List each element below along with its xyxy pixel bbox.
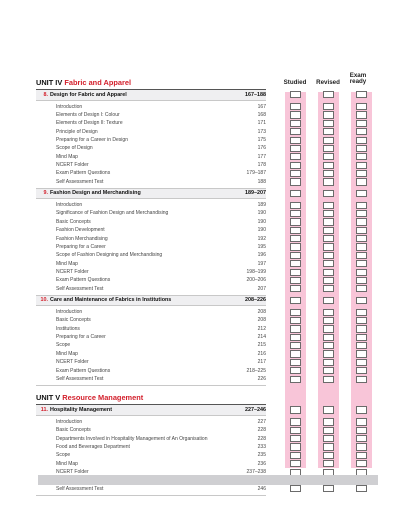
- revised-checkbox[interactable]: [323, 103, 334, 110]
- chapter-heading[interactable]: [36, 405, 266, 415]
- topic-row[interactable]: [36, 201, 266, 209]
- topic-row[interactable]: [36, 333, 266, 341]
- topic-page: 237–238: [246, 468, 266, 475]
- revised-checkbox[interactable]: [323, 137, 334, 144]
- studied-checkbox[interactable]: [290, 162, 301, 169]
- topic-title: Self Assessment Test: [56, 485, 104, 492]
- unit-prefix: UNIT IV: [36, 78, 63, 87]
- topic-page: 189: [257, 202, 266, 209]
- topic-title: Elements of Design II: Texture: [56, 120, 123, 127]
- topic-title: Scope of Design: [56, 145, 93, 152]
- studied-checkbox[interactable]: [290, 460, 301, 467]
- revised-checkbox[interactable]: [323, 418, 334, 425]
- exam-ready-checkbox[interactable]: [356, 359, 367, 366]
- topic-row[interactable]: [36, 358, 266, 366]
- table-of-contents: [36, 78, 266, 496]
- topic-title: Exam Pattern Questions: [56, 170, 111, 177]
- topic-page: 167: [257, 103, 266, 110]
- exam-ready-checkbox[interactable]: [356, 111, 367, 118]
- topic-row[interactable]: [36, 235, 266, 243]
- exam-ready-checkbox[interactable]: [356, 120, 367, 127]
- topic-row[interactable]: [36, 260, 266, 268]
- topic-page: 168: [257, 111, 266, 118]
- revised-checkbox[interactable]: [323, 297, 334, 304]
- topic-row[interactable]: [36, 111, 266, 119]
- topic-row[interactable]: [36, 161, 266, 169]
- exam-ready-checkbox[interactable]: [356, 218, 367, 225]
- exam-ready-checkbox[interactable]: [356, 277, 367, 284]
- revised-checkbox[interactable]: [323, 269, 334, 276]
- exam-ready-checkbox[interactable]: [356, 297, 367, 304]
- topic-page: 175: [257, 136, 266, 143]
- topic-row[interactable]: [36, 144, 266, 152]
- topic-row[interactable]: [36, 341, 266, 349]
- topic-title: Fashion Merchandising: [56, 235, 108, 242]
- exam-ready-checkbox[interactable]: [356, 178, 367, 185]
- topic-page: 197: [257, 260, 266, 267]
- studied-checkbox[interactable]: [290, 145, 301, 152]
- topic-row[interactable]: [36, 426, 266, 434]
- studied-checkbox[interactable]: [290, 252, 301, 259]
- studied-checkbox[interactable]: [290, 243, 301, 250]
- revised-checkbox[interactable]: [323, 145, 334, 152]
- revised-checkbox[interactable]: [323, 252, 334, 259]
- studied-checkbox[interactable]: [290, 367, 301, 374]
- exam-ready-checkbox[interactable]: [356, 285, 367, 292]
- topic-row[interactable]: [36, 443, 266, 451]
- exam-ready-checkbox[interactable]: [356, 418, 367, 425]
- topic-row[interactable]: [36, 153, 266, 161]
- topic-row[interactable]: [36, 367, 266, 375]
- topic-title: Elements of Design I: Colour: [56, 111, 120, 118]
- chapter-number: 8.: [43, 91, 48, 98]
- topic-page: 217: [257, 359, 266, 366]
- topic-title: Fashion Development: [56, 227, 105, 234]
- revised-checkbox[interactable]: [323, 170, 334, 177]
- studied-checkbox[interactable]: [290, 269, 301, 276]
- topic-title: NCERT Folder: [56, 359, 89, 366]
- studied-checkbox[interactable]: [290, 427, 301, 434]
- studied-checkbox[interactable]: [290, 210, 301, 217]
- topic-title: Scope of Fashion Designing and Merchandising: [56, 252, 163, 259]
- exam-ready-checkbox[interactable]: [356, 128, 367, 135]
- revised-checkbox[interactable]: [323, 91, 334, 98]
- topic-page: 228: [257, 435, 266, 442]
- topic-page: 228: [257, 427, 266, 434]
- exam-ready-checkbox-column: [351, 92, 372, 468]
- topic-page: 227: [257, 418, 266, 425]
- studied-checkbox[interactable]: [290, 218, 301, 225]
- revised-checkbox[interactable]: [323, 452, 334, 459]
- topic-row[interactable]: [36, 209, 266, 217]
- topic-title: Introduction: [56, 418, 83, 425]
- exam-ready-checkbox[interactable]: [356, 427, 367, 434]
- topic-row[interactable]: [36, 128, 266, 136]
- exam-ready-checkbox[interactable]: [356, 260, 367, 267]
- studied-checkbox[interactable]: [290, 91, 301, 98]
- exam-ready-checkbox[interactable]: [356, 162, 367, 169]
- topic-row[interactable]: [36, 169, 266, 177]
- topic-page: 176: [257, 145, 266, 152]
- unit-prefix: UNIT V: [36, 393, 61, 403]
- revised-checkbox[interactable]: [323, 342, 334, 349]
- topic-page: 196: [257, 252, 266, 259]
- studied-checkbox[interactable]: [290, 317, 301, 324]
- footer-bar: [38, 475, 378, 485]
- topic-page: 246: [257, 485, 266, 492]
- topic-page: 212: [257, 325, 266, 332]
- chapter-heading[interactable]: [36, 90, 266, 100]
- topic-title: Mind Map: [56, 460, 78, 467]
- studied-checkbox[interactable]: [290, 120, 301, 127]
- topic-title: Introduction: [56, 202, 83, 209]
- revised-checkbox[interactable]: [323, 120, 334, 127]
- studied-checkbox[interactable]: [290, 277, 301, 284]
- topic-title: Basic Concepts: [56, 317, 91, 324]
- chapter-heading[interactable]: [36, 296, 266, 306]
- topic-page: 190: [257, 218, 266, 225]
- topic-page: 171: [257, 120, 266, 127]
- topic-page: 200–206: [246, 277, 266, 284]
- topic-row[interactable]: [36, 460, 266, 468]
- exam-ready-checkbox[interactable]: [356, 443, 367, 450]
- revised-checkbox[interactable]: [323, 359, 334, 366]
- revised-checkbox[interactable]: [323, 277, 334, 284]
- revised-checkbox[interactable]: [323, 235, 334, 242]
- topic-row[interactable]: [36, 178, 266, 186]
- topic-row[interactable]: [36, 316, 266, 324]
- topic-title: Preparing for a Career in Design: [56, 136, 128, 143]
- column-header-exam-ready-label: Exam ready: [349, 72, 367, 86]
- studied-checkbox[interactable]: [290, 418, 301, 425]
- studied-checkbox[interactable]: [290, 178, 301, 185]
- topic-title: Exam Pattern Questions: [56, 367, 111, 374]
- exam-ready-checkbox[interactable]: [356, 309, 367, 316]
- topic-title: NCERT Folder: [56, 162, 89, 169]
- topic-row[interactable]: [36, 308, 266, 316]
- chapter-heading[interactable]: [36, 189, 266, 199]
- studied-checkbox[interactable]: [290, 297, 301, 304]
- unit-heading: [36, 78, 266, 88]
- topic-page: 173: [257, 128, 266, 135]
- topic-title: Self Assessment Test: [56, 178, 104, 185]
- chapter-pages: 167–188: [245, 91, 266, 98]
- topic-row[interactable]: [36, 119, 266, 127]
- topic-page: 215: [257, 342, 266, 349]
- topic-title: Introduction: [56, 103, 83, 110]
- revised-checkbox[interactable]: [323, 317, 334, 324]
- exam-ready-checkbox[interactable]: [356, 202, 367, 209]
- studied-checkbox[interactable]: [290, 227, 301, 234]
- studied-checkbox[interactable]: [290, 443, 301, 450]
- topic-row[interactable]: [36, 268, 266, 276]
- topic-title: Mind Map: [56, 153, 78, 160]
- topic-row[interactable]: [36, 136, 266, 144]
- exam-ready-checkbox[interactable]: [356, 269, 367, 276]
- revised-checkbox[interactable]: [323, 243, 334, 250]
- unit-title: Resource Management: [62, 393, 144, 403]
- exam-ready-checkbox[interactable]: [356, 235, 367, 242]
- exam-ready-checkbox[interactable]: [356, 367, 367, 374]
- revised-checkbox[interactable]: [323, 260, 334, 267]
- exam-ready-checkbox[interactable]: [356, 406, 367, 413]
- revised-checkbox[interactable]: [323, 443, 334, 450]
- chapter-pages: 208–226: [245, 297, 266, 304]
- topic-title: Scope: [56, 342, 71, 349]
- studied-checkbox[interactable]: [290, 342, 301, 349]
- topic-page: 235: [257, 452, 266, 459]
- unit-spacer: [36, 386, 266, 394]
- topic-page: 198–199: [246, 268, 266, 275]
- revised-checkbox-column: [318, 92, 339, 468]
- topic-row[interactable]: [36, 218, 266, 226]
- revised-checkbox[interactable]: [323, 325, 334, 332]
- exam-ready-checkbox[interactable]: [356, 376, 367, 383]
- studied-checkbox[interactable]: [290, 359, 301, 366]
- topic-page: 179–187: [246, 170, 266, 177]
- chapter-number: 11.: [40, 407, 48, 414]
- revised-checkbox[interactable]: [323, 111, 334, 118]
- exam-ready-checkbox[interactable]: [356, 190, 367, 197]
- revised-checkbox[interactable]: [323, 153, 334, 160]
- studied-checkbox[interactable]: [290, 235, 301, 242]
- revised-checkbox[interactable]: [323, 427, 334, 434]
- revised-checkbox[interactable]: [323, 227, 334, 234]
- exam-ready-checkbox[interactable]: [356, 103, 367, 110]
- revised-checkbox[interactable]: [323, 350, 334, 357]
- topic-page: 236: [257, 460, 266, 467]
- studied-checkbox[interactable]: [290, 137, 301, 144]
- revised-checkbox[interactable]: [323, 485, 334, 492]
- topic-title: Self Assessment Test: [56, 375, 104, 382]
- revised-checkbox[interactable]: [323, 218, 334, 225]
- topic-page: 214: [257, 334, 266, 341]
- topic-page: 178: [257, 162, 266, 169]
- topic-title: Self Assessment Test: [56, 285, 104, 292]
- studied-checkbox[interactable]: [290, 103, 301, 110]
- column-header-studied-label: Studied: [283, 79, 307, 86]
- unit-heading: [36, 393, 266, 403]
- studied-checkbox[interactable]: [290, 202, 301, 209]
- topic-title: Principle of Design: [56, 128, 98, 135]
- chapter-title: Hospitality Management: [50, 407, 113, 414]
- revised-checkbox[interactable]: [323, 376, 334, 383]
- topic-title: Exam Pattern Questions: [56, 277, 111, 284]
- chapter-pages: 189–207: [245, 190, 266, 197]
- topic-page: 190: [257, 227, 266, 234]
- exam-ready-checkbox[interactable]: [356, 91, 367, 98]
- revised-checkbox[interactable]: [323, 210, 334, 217]
- studied-checkbox[interactable]: [290, 309, 301, 316]
- column-header-studied: [278, 80, 312, 86]
- exam-ready-checkbox[interactable]: [356, 145, 367, 152]
- topic-row[interactable]: [36, 243, 266, 251]
- topic-title: NCERT Folder: [56, 468, 89, 475]
- chapter-pages: 227–246: [245, 407, 266, 414]
- exam-ready-checkbox[interactable]: [356, 227, 367, 234]
- revised-checkbox[interactable]: [323, 309, 334, 316]
- exam-ready-checkbox[interactable]: [356, 317, 367, 324]
- topic-row[interactable]: [36, 435, 266, 443]
- column-header-revised-label: Revised: [316, 79, 340, 86]
- studied-checkbox[interactable]: [290, 334, 301, 341]
- revised-checkbox[interactable]: [323, 178, 334, 185]
- revised-checkbox[interactable]: [323, 190, 334, 197]
- exam-ready-checkbox[interactable]: [356, 153, 367, 160]
- topic-title: Basic Concepts: [56, 427, 91, 434]
- topic-page: 208: [257, 309, 266, 316]
- studied-checkbox[interactable]: [290, 285, 301, 292]
- exam-ready-checkbox[interactable]: [356, 485, 367, 492]
- exam-ready-checkbox[interactable]: [356, 325, 367, 332]
- topic-title: Significance of Fashion Design and Merchandising: [56, 210, 169, 217]
- exam-ready-checkbox[interactable]: [356, 350, 367, 357]
- studied-checkbox[interactable]: [290, 376, 301, 383]
- topic-title: Departments Involved in Hospitality Management of An Organisation: [56, 435, 208, 442]
- unit-title: Fabric and Apparel: [64, 78, 132, 87]
- topic-row[interactable]: [36, 285, 266, 293]
- topic-page: 177: [257, 153, 266, 160]
- topic-title: Institutions: [56, 325, 80, 332]
- revised-checkbox[interactable]: [323, 435, 334, 442]
- studied-checkbox[interactable]: [290, 190, 301, 197]
- topic-title: Preparing for a Career: [56, 243, 106, 250]
- column-header-revised: [311, 80, 345, 86]
- chapter-title: Care and Maintenance of Fabrics in Institutions: [50, 297, 172, 304]
- topic-title: NCERT Folder: [56, 268, 89, 275]
- revised-checkbox[interactable]: [323, 367, 334, 374]
- studied-checkbox[interactable]: [290, 111, 301, 118]
- topic-page: 208: [257, 317, 266, 324]
- chapter-title: Fashion Design and Merchandising: [50, 190, 141, 197]
- revised-checkbox[interactable]: [323, 406, 334, 413]
- topic-title: Food and Beverages Department: [56, 443, 130, 450]
- revised-checkbox[interactable]: [323, 460, 334, 467]
- topic-title: Mind Map: [56, 350, 78, 357]
- exam-ready-checkbox[interactable]: [356, 252, 367, 259]
- topic-page: 188: [257, 178, 266, 185]
- topic-page: 233: [257, 443, 266, 450]
- exam-ready-checkbox[interactable]: [356, 460, 367, 467]
- studied-checkbox[interactable]: [290, 435, 301, 442]
- topic-row[interactable]: [36, 103, 266, 111]
- topic-page: 195: [257, 243, 266, 250]
- exam-ready-checkbox[interactable]: [356, 342, 367, 349]
- studied-checkbox[interactable]: [290, 128, 301, 135]
- revised-checkbox[interactable]: [323, 128, 334, 135]
- topic-page: 192: [257, 235, 266, 242]
- revised-checkbox[interactable]: [323, 202, 334, 209]
- topic-list: [36, 198, 266, 295]
- topic-row[interactable]: [36, 350, 266, 358]
- revised-checkbox[interactable]: [323, 285, 334, 292]
- studied-checkbox[interactable]: [290, 350, 301, 357]
- column-header-exam-ready: [343, 73, 373, 86]
- topic-page: 218–225: [246, 367, 266, 374]
- exam-ready-checkbox[interactable]: [356, 334, 367, 341]
- studied-checkbox-column: [285, 92, 306, 468]
- topic-title: Basic Concepts: [56, 218, 91, 225]
- studied-checkbox[interactable]: [290, 325, 301, 332]
- topic-row[interactable]: [36, 418, 266, 426]
- topic-row[interactable]: [36, 485, 266, 493]
- exam-ready-checkbox[interactable]: [356, 210, 367, 217]
- studied-checkbox[interactable]: [290, 170, 301, 177]
- exam-ready-checkbox[interactable]: [356, 435, 367, 442]
- topic-page: 190: [257, 210, 266, 217]
- studied-checkbox[interactable]: [290, 153, 301, 160]
- topic-row[interactable]: [36, 276, 266, 284]
- topic-title: Scope: [56, 452, 71, 459]
- exam-ready-checkbox[interactable]: [356, 243, 367, 250]
- topic-page: 207: [257, 285, 266, 292]
- studied-checkbox[interactable]: [290, 260, 301, 267]
- topic-row[interactable]: [36, 451, 266, 459]
- chapter-number: 9.: [43, 190, 48, 197]
- topic-list: [36, 305, 266, 386]
- topic-row[interactable]: [36, 226, 266, 234]
- topic-page: 226: [257, 375, 266, 382]
- exam-ready-checkbox[interactable]: [356, 452, 367, 459]
- studied-checkbox[interactable]: [290, 406, 301, 413]
- exam-ready-checkbox[interactable]: [356, 137, 367, 144]
- topic-row[interactable]: [36, 375, 266, 383]
- topic-title: Introduction: [56, 309, 83, 316]
- revised-checkbox[interactable]: [323, 162, 334, 169]
- chapter-number: 10.: [40, 297, 48, 304]
- topic-title: Preparing for a Career: [56, 334, 106, 341]
- exam-ready-checkbox[interactable]: [356, 170, 367, 177]
- studied-checkbox[interactable]: [290, 452, 301, 459]
- topic-row[interactable]: [36, 325, 266, 333]
- chapter-title: Design for Fabric and Apparel: [50, 91, 127, 98]
- revised-checkbox[interactable]: [323, 334, 334, 341]
- studied-checkbox[interactable]: [290, 485, 301, 492]
- topic-page: 216: [257, 350, 266, 357]
- topic-list: [36, 100, 266, 189]
- topic-title: Mind Map: [56, 260, 78, 267]
- topic-row[interactable]: [36, 251, 266, 259]
